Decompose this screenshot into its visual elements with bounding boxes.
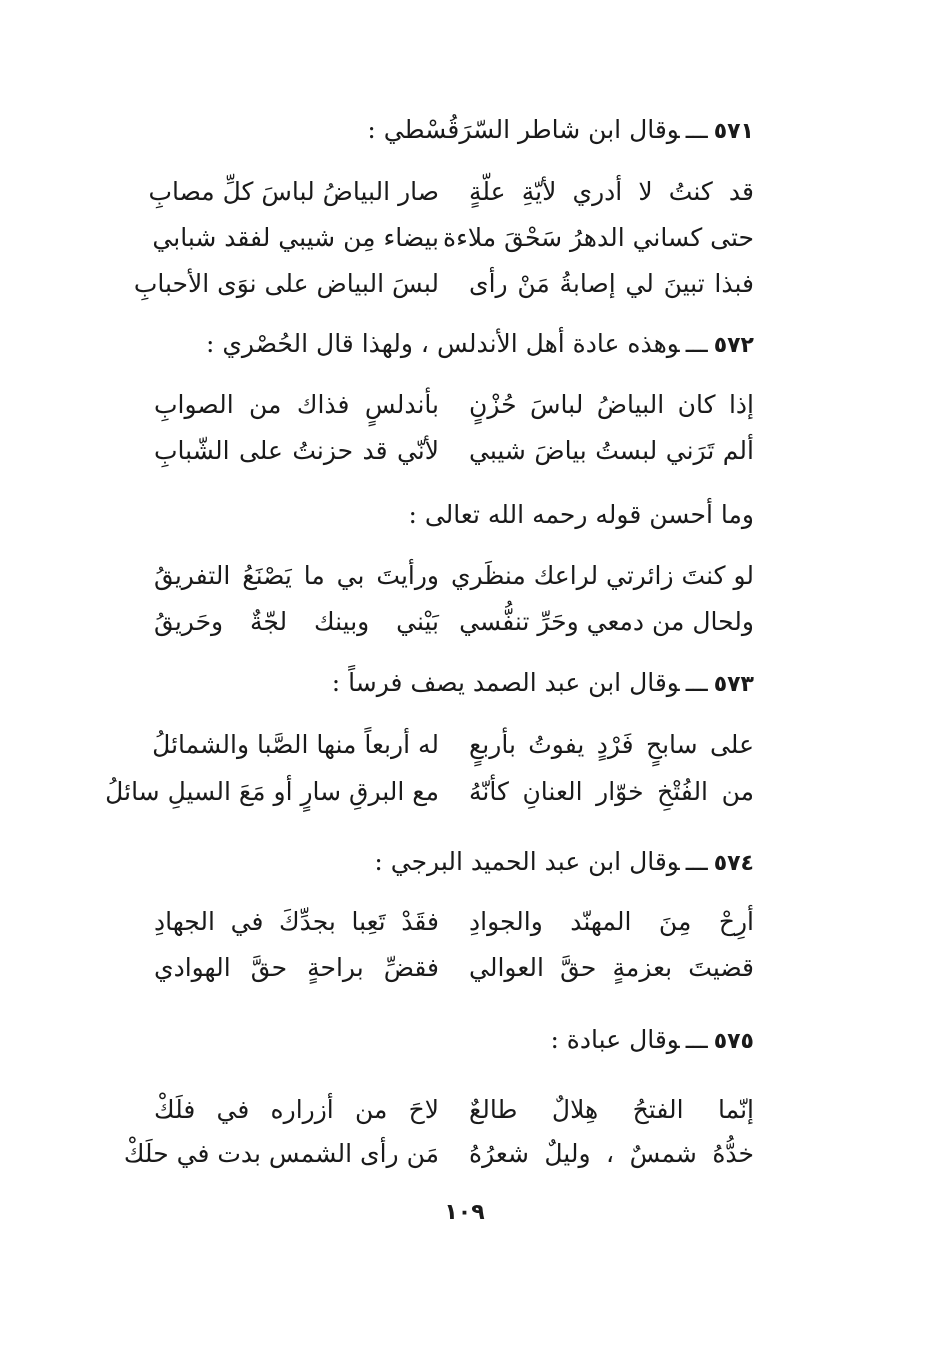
verse-line bbox=[154, 385, 754, 425]
section-intro: وقال ابن عبد الصمد يصف فرساً : bbox=[331, 668, 680, 697]
first-hemistich: خدُّهُ شمسٌ ، وليلٌ شعرُهُ bbox=[469, 1139, 754, 1168]
second-hemistich: بأندلسٍ فذاك من الصوابِ bbox=[154, 390, 439, 419]
first-hemistich: فبذا تبينَ لي إصابةُ مَنْ رأى bbox=[469, 269, 754, 298]
first-hemistich: ولحال من دمعي وحَرِّ تنفُّسي bbox=[459, 607, 754, 636]
second-hemistich: فقضِّ براحةٍ حقَّ الهوادي bbox=[154, 953, 439, 982]
second-hemistich: لأنّي قد حزنتُ على الشّبابِ bbox=[154, 436, 439, 465]
section-heading-572: ٥٧٢ـــوهذه عادة أهل الأندلس ، ولهذا قال الحُصْري : bbox=[205, 329, 754, 358]
second-hemistich: مَن رأى الشمس بدت في حلَكْ bbox=[123, 1139, 439, 1168]
section-intro: وقال ابن عبد الحميد البرجي : bbox=[374, 847, 680, 876]
first-hemistich: إنّما الفتحُ هِلالٌ طالعٌ bbox=[469, 1095, 754, 1124]
verse-line bbox=[154, 556, 754, 596]
first-hemistich: على سابحٍ فَرْدٍ يفوتُ بأربعٍ bbox=[469, 730, 754, 759]
first-hemistich: من الفُتْخِ خوّار العنانِ كأنّهُ bbox=[469, 777, 754, 806]
verse-line bbox=[123, 1134, 754, 1174]
verse-line bbox=[154, 602, 754, 642]
second-hemistich: ورأيتَ بي ما يَصْنَعُ التفريقُ bbox=[154, 561, 439, 590]
verse-line bbox=[105, 772, 754, 812]
verse-line bbox=[154, 1090, 754, 1130]
verse-line bbox=[154, 902, 754, 942]
verse-line bbox=[154, 725, 754, 765]
second-hemistich: بَيْني وبينك لجّةٌ وحَريقُ bbox=[154, 607, 439, 636]
verse-line bbox=[154, 431, 754, 471]
second-hemistich: له أربعاً منها الصَّبا والشمائلُ bbox=[152, 730, 439, 759]
first-hemistich: قضيتَ بعزمةٍ حقَّ العوالي bbox=[469, 953, 754, 982]
section-intro: وقال ابن شاطر السّرَقُسْطي : bbox=[367, 115, 680, 144]
first-hemistich: أرِحْ مِنَ المهنّد والجوادِ bbox=[469, 907, 754, 936]
section-number: ٥٧٣ bbox=[713, 672, 754, 697]
second-hemistich: مع البرقِ سارٍ أو مَعَ السيلِ سائلُ bbox=[105, 777, 439, 806]
section-number: ٥٧٤ bbox=[713, 851, 754, 876]
first-hemistich: حتى كساني الدهرُ سَحْقَ ملاءة bbox=[443, 223, 754, 252]
verse-line bbox=[154, 948, 754, 988]
first-hemistich: إذا كان البياضُ لباسَ حُزْنٍ bbox=[469, 390, 754, 419]
second-hemistich: لبسَ البياض على نوَى الأحبابِ bbox=[133, 269, 439, 298]
section-heading-571: ٥٧١ـــوقال ابن شاطر السّرَقُسْطي : bbox=[367, 115, 754, 144]
verse-line bbox=[133, 264, 754, 304]
section-heading-574: ٥٧٤ـــوقال ابن عبد الحميد البرجي : bbox=[374, 847, 754, 876]
section-intro: وهذه عادة أهل الأندلس ، ولهذا قال الحُصْري : bbox=[205, 329, 680, 358]
second-hemistich: لاحَ من أزراره في فلَكْ bbox=[154, 1095, 439, 1124]
verse-line bbox=[148, 172, 754, 212]
section-intro: وقال عبادة : bbox=[550, 1025, 680, 1054]
section-heading-praise bbox=[154, 498, 754, 532]
section-number: ٥٧٥ bbox=[713, 1029, 754, 1054]
first-hemistich: لو كنتَ زائرتي لراعك منظَري bbox=[450, 561, 754, 590]
section-number: ٥٧١ bbox=[713, 119, 754, 144]
second-hemistich: فقَدْ تَعِبا بجدِّكَ في الجهادِ bbox=[154, 907, 439, 936]
page-number: ١٠٩ bbox=[444, 1200, 485, 1225]
section-intro: وما أحسن قوله رحمه الله تعالى : bbox=[408, 500, 754, 529]
section-heading-575: ٥٧٥ـــوقال عبادة : bbox=[550, 1025, 754, 1054]
second-hemistich: بيضاء مِن شيبي لفقد شبابي bbox=[152, 223, 439, 252]
first-hemistich: ألم تَرَني لبستُ بياضَ شيبي bbox=[469, 436, 754, 465]
section-heading-573: ٥٧٣ـــوقال ابن عبد الصمد يصف فرساً : bbox=[331, 668, 754, 697]
second-hemistich: صار البياضُ لباسَ كلِّ مصابِ bbox=[148, 177, 439, 206]
section-number: ٥٧٢ bbox=[713, 333, 754, 358]
first-hemistich: قد كنتُ لا أدري لأيّةِ علّةٍ bbox=[469, 177, 754, 206]
verse-line bbox=[154, 218, 754, 258]
